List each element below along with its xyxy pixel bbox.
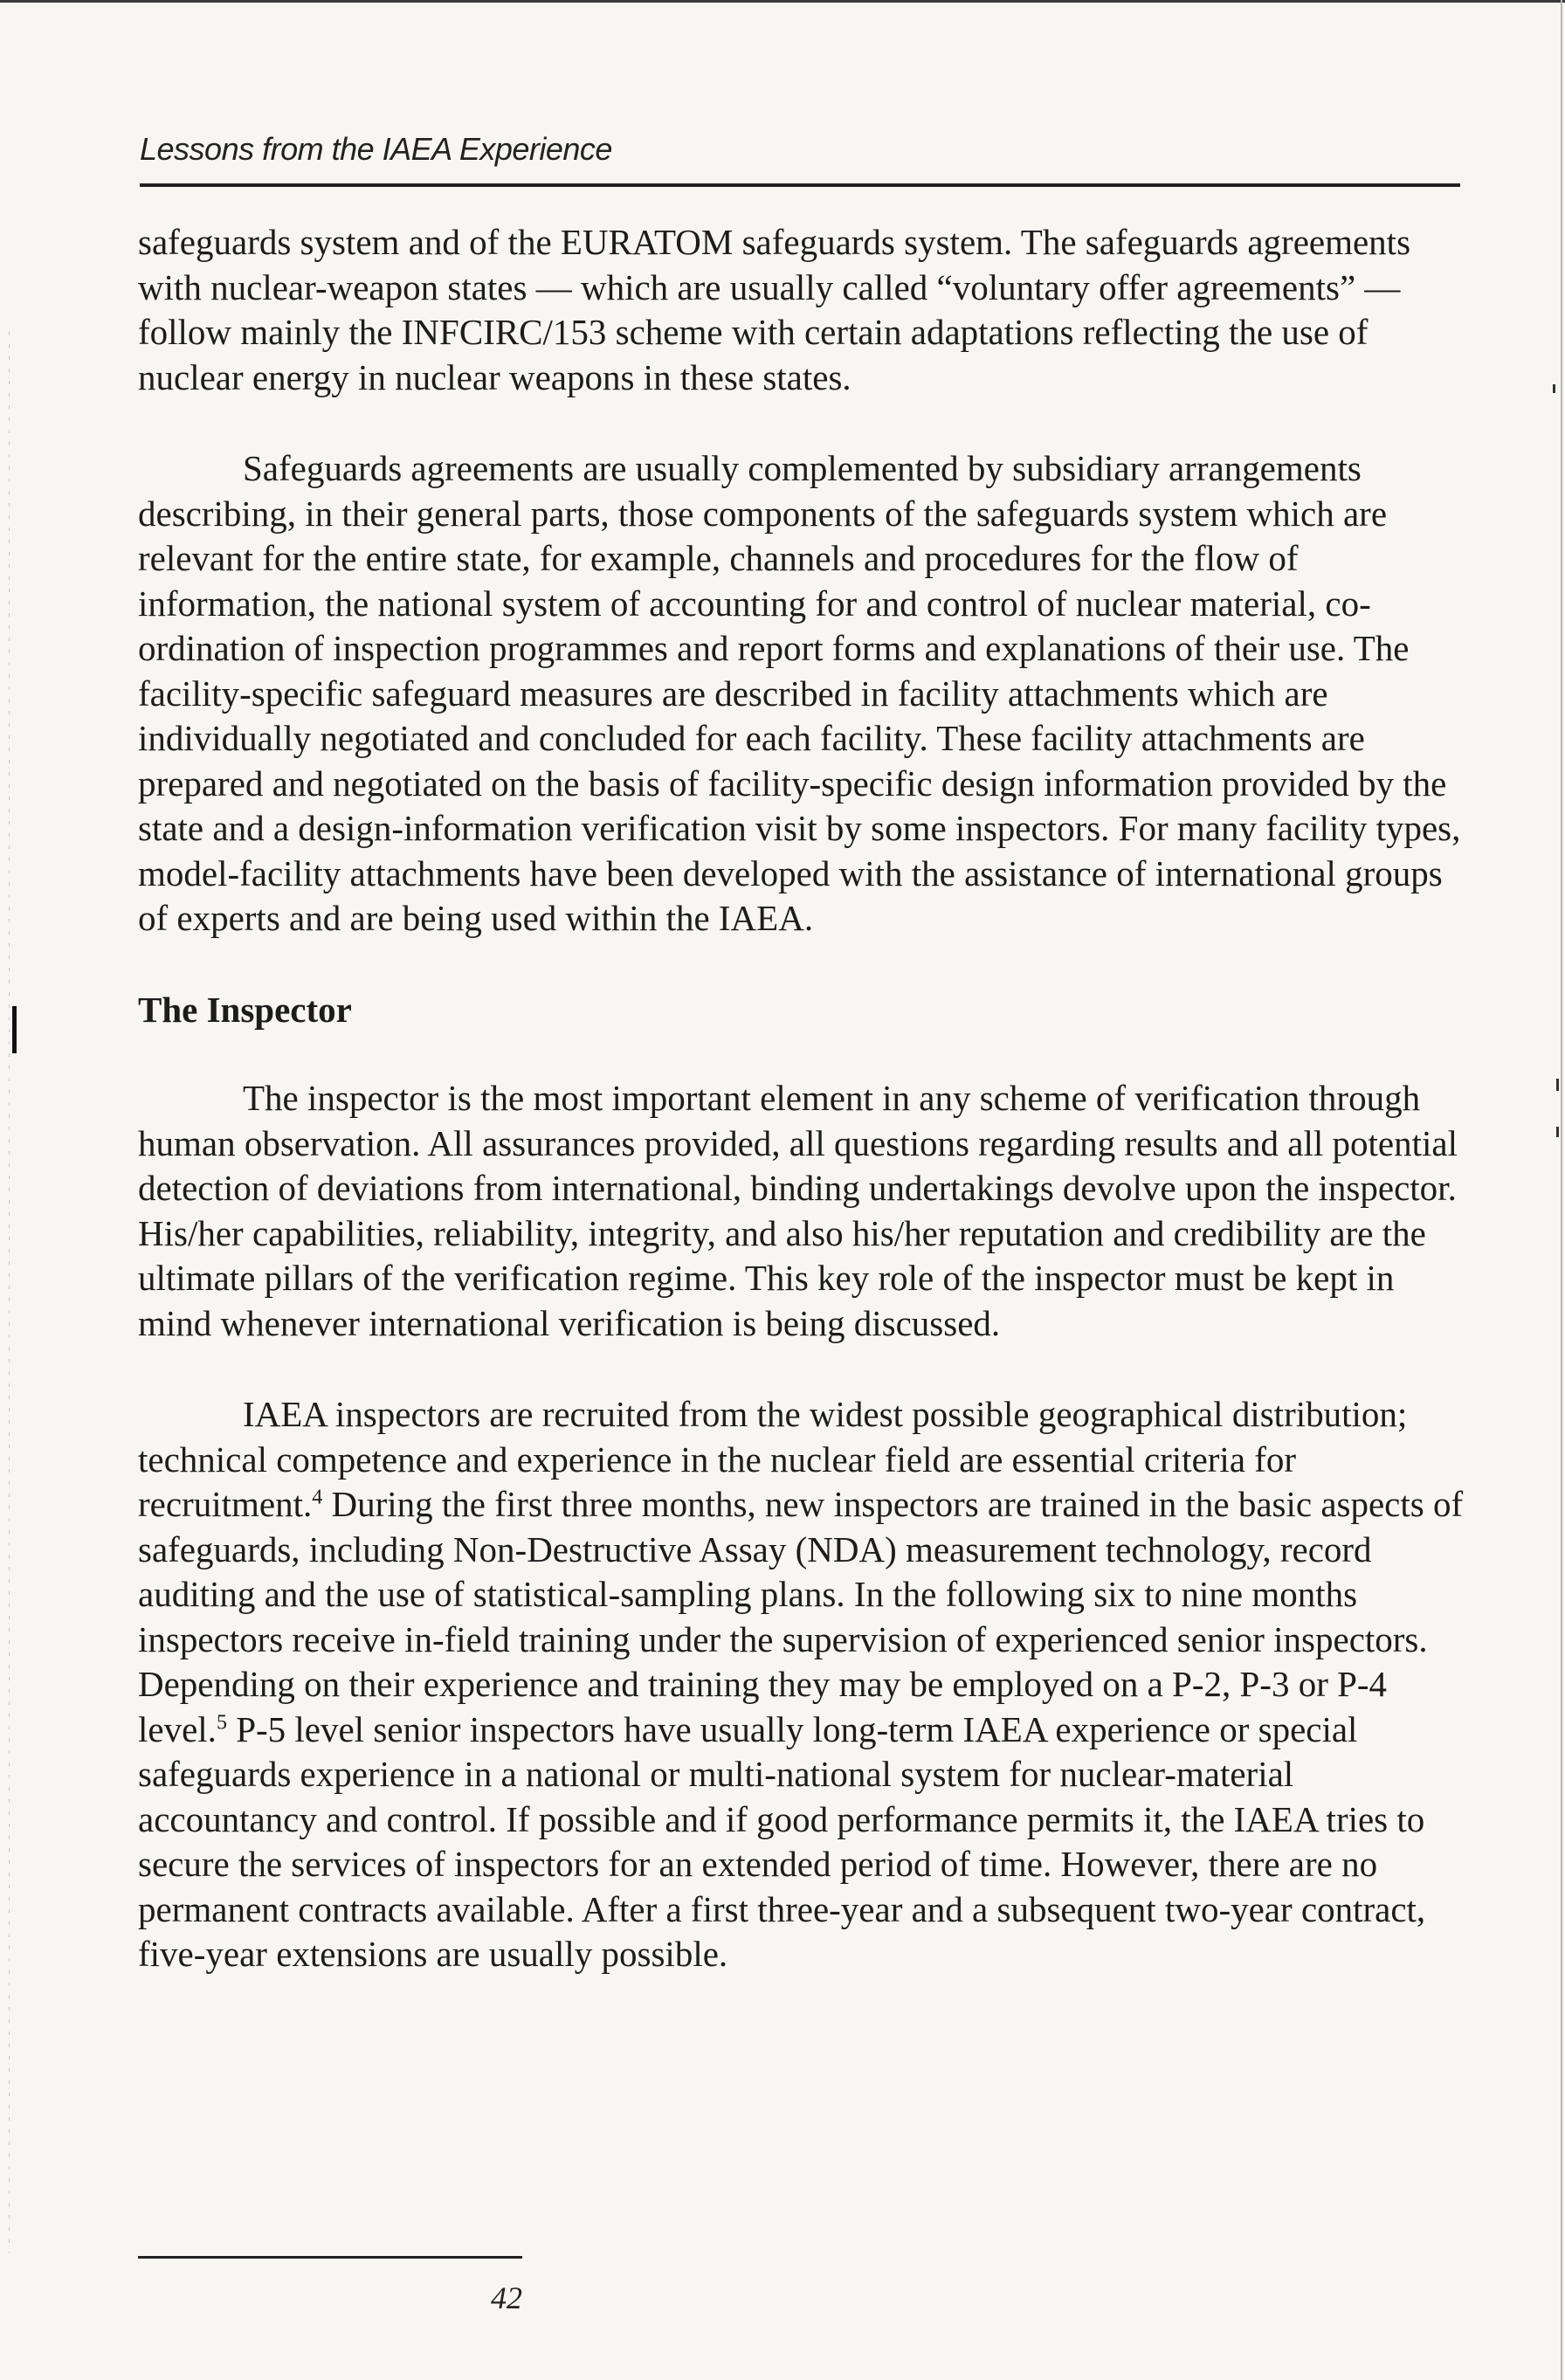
- paragraph-inspector-recruitment: [138, 1392, 1465, 1977]
- footnote-reference: 4: [312, 1486, 323, 1509]
- scan-mark: [1556, 1127, 1559, 1137]
- text-segment: During the first three months, new inspectors are trained in the basic aspects of safeguards, including Non-Destructive Assay (NDA) measurement technology, record auditing and the use of statistical-sampling plans. In the following six to nine months inspectors receive in-field training under the supervision of experienced senior inspectors. Depending on their experience and training they may be employed on a P-2, P-3 or P-4 level.: [138, 1484, 1464, 1749]
- text-segment: P-5 level senior inspectors have usually long-term IAEA experience or special safeguards experience in a national or multi-national system for nuclear-material accountancy and control. If possible and if good performance permits it, the IAEA tries to secure the services of inspectors for an extended period of time. However, there are no permanent contracts available. After a first three-year and a subsequent two-year contract, five-year extensions are usually possible.: [138, 1708, 1426, 1974]
- scan-mark: [1553, 384, 1555, 393]
- footnote-rule: [138, 2256, 522, 2259]
- scan-edge-right: [1561, 0, 1562, 2380]
- running-header: Lessons from the IAEA Experience: [140, 131, 612, 167]
- paragraph-inspector-role: The inspector is the most important element in any scheme of verification through human observation. All assurances provided, all questions regarding results and all potential detection of deviations from international, binding undertakings devolve upon the inspector. His/her capabilities, reliability, integrity, and also his/her reputation and credibility are the ultimate pillars of the verification regime. This key role of the inspector must be kept in mind whenever international verification is being discussed.: [138, 1078, 1458, 1343]
- paragraph-subsidiary-arrangements: Safeguards agreements are usually complemented by subsidiary arrangements describing, in their general parts, those components of the safeguards system which are relevant for the entire state, for example, channels and procedures for the flow of information, the national system of accounting for and control of nuclear material, co-ordination of inspection programmes and report forms and explanations of their use. The facility-specific safeguard measures are described in facility attachments which are individually negotiated and concluded for each facility. These facility attachments are prepared and negotiated on the basis of facility-specific design information provided by the state and a design-information verification visit by some inspectors. For many facility types, model-facility attachments have been developed with the assistance of international groups of experts and are being used within the IAEA.: [138, 448, 1461, 938]
- margin-change-bar: [12, 1006, 17, 1053]
- scan-edge-left: [9, 332, 10, 2253]
- header-rule: [140, 183, 1460, 187]
- paragraph-continued: safeguards system and of the EURATOM safeguards system. The safeguards agreements with nuclear-weapon states — which are usually called “voluntary offer agreements” — follow mainly the INFCIRC/153 scheme with certain adaptations reflecting the use of nuclear energy in nuclear weapons in these states.: [138, 222, 1411, 397]
- footnote-reference: 5: [216, 1710, 227, 1734]
- scan-edge-top: [0, 0, 1565, 3]
- page-number: 42: [491, 2280, 522, 2315]
- text-segment: IAEA inspectors are recruited from the widest possible geographical distribution; technical competence and experience in the nuclear field are essential criteria for recruitment.: [138, 1394, 1408, 1524]
- scan-mark: [1556, 1079, 1559, 1091]
- section-heading: The Inspector: [138, 989, 352, 1030]
- page-body: [138, 220, 1465, 1977]
